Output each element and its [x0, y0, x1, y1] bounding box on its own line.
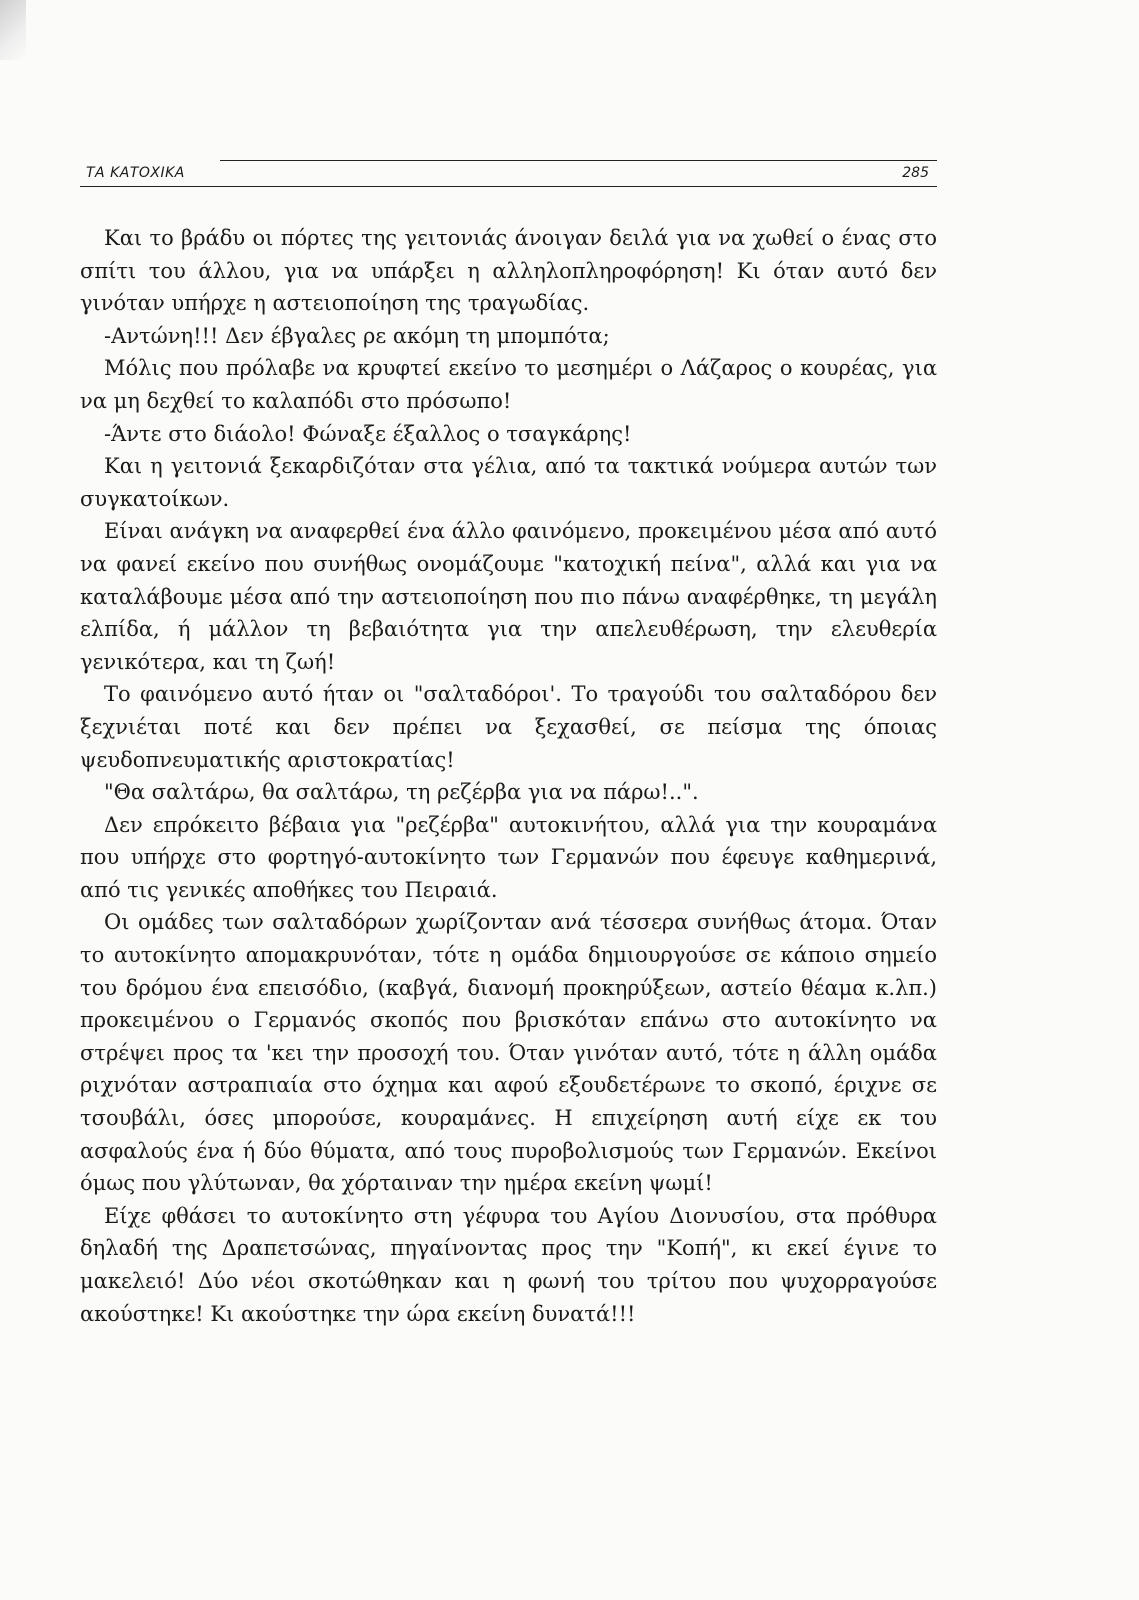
paragraph: Μόλις που πρόλαβε να κρυφτεί εκείνο το μεσημέρι ο Λάζαρος ο κουρέας, για να μη δεχθεί το καλαπόδι στο πρόσωπο!	[80, 356, 937, 413]
scan-edge-shadow	[0, 0, 26, 60]
paragraph: Και η γειτονιά ξεκαρδιζόταν στα γέλια, από τα τακτικά νούμερα αυτών των συγκατοίκων.	[80, 454, 937, 511]
paragraph: Και το βράδυ οι πόρτες της γειτονιάς άνοιγαν δειλά για να χωθεί ο ένας στο σπίτι του άλλου, για να υπάρξει η αλληλοπληροφόρηση! Κι όταν αυτό δεν γινόταν υπήρχε η αστειοποίηση της τραγωδίας.	[80, 226, 937, 316]
paragraph: Είναι ανάγκη να αναφερθεί ένα άλλο φαινόμενο, προκειμένου μέσα από αυτό να φανεί εκείνο που συνήθως ονομάζουμε "κατοχική πείνα", αλλά και για να καταλάβουμε μέσα από την αστειοποίηση που πιο πάνω αναφέρθηκε, τη μεγάλη ελπίδα, ή μάλλον τη βεβαιότητα για την απελευθέρωση, την ελευθερία γενικότερα, και τη ζωή!	[80, 519, 937, 674]
paragraph: -Άντε στο διάολο! Φώναξε έξαλλος ο τσαγκάρης!	[104, 421, 632, 446]
paragraph: Το φαινόμενο αυτό ήταν οι "σαλταδόροι'. Το τραγούδι του σαλταδόρου δεν ξεχνιέται ποτέ και δεν πρέπει να ξεχασθεί, σε πείσμα της όποιας ψευδοπνευματικής αριστοκρατίας!	[80, 682, 937, 772]
running-head: ΤΑ ΚΑΤΟΧΙΚΑ	[86, 165, 185, 181]
paragraph: "Θα σαλτάρω, θα σαλτάρω, τη ρεζέρβα για να πάρω!..".	[104, 780, 699, 805]
paragraph: Δεν επρόκειτο βέβαια για "ρεζέρβα" αυτοκινήτου, αλλά για την κουραμάνα που υπήρχε στο φορτηγό-αυτοκίνητο των Γερμανών που έφευγε καθημερινά, από τις γενικές αποθήκες του Πειραιά.	[80, 812, 937, 902]
page-number: 285	[902, 165, 929, 181]
header-rule-top	[220, 160, 937, 161]
paragraph: Οι ομάδες των σαλταδόρων χωρίζονταν ανά τέσσερα συνήθως άτομα. Όταν το αυτοκίνητο απομακρυνόταν, τότε η ομάδα δημιουργούσε σε κάποιο σημείο του δρόμου ένα επεισόδιο, (καβγά, διανομή προκηρύξεων, αστείο θέαμα κ.λπ.) προκειμένου ο Γερμανός σκοπός που βρισκόταν επάνω στο αυτοκίνητο να στρέψει προς τα 'κει την προσοχή του. Όταν γινόταν αυτό, τότε η άλλη ομάδα ριχνόταν αστραπιαία στο όχημα και αφού εξουδετέρωνε το σκοπό, έριχνε σε τσουβάλι, όσες μπορούσε, κουραμάνες. Η επιχείρηση αυτή είχε εκ του ασφαλούς ένα ή δύο θύματα, από τους πυροβολισμούς των Γερμανών. Εκείνοι όμως που γλύτωναν, θα χόρταιναν την ημέρα εκείνη ψωμί!	[80, 910, 937, 1196]
body-text	[80, 222, 937, 1330]
paragraph: Είχε φθάσει το αυτοκίνητο στη γέφυρα του Αγίου Διονυσίου, στα πρόθυρα δηλαδή της Δραπετσώνας, πηγαίνοντας προς την "Κοπή", κι εκεί έγινε το μακελειό! Δύο νέοι σκοτώθηκαν και η φωνή του τρίτου που ψυχορραγούσε ακούστηκε! Κι ακούστηκε την ώρα εκείνη δυνατά!!!	[80, 1203, 937, 1326]
paragraph: -Αντώνη!!! Δεν έβγαλες ρε ακόμη τη μπομπότα;	[104, 323, 610, 348]
header-rule-bottom	[80, 186, 937, 187]
page-header	[80, 156, 937, 188]
